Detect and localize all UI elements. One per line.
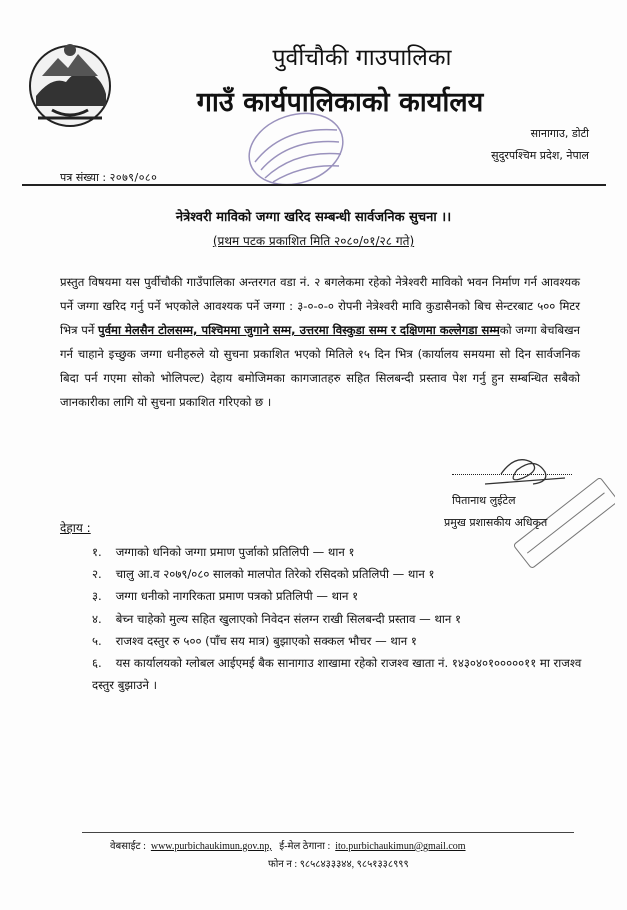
list-item-number: ५. [92, 633, 102, 648]
list-item-number: ६. [92, 656, 102, 671]
notice-subject: नेत्रेश्वरी माविको जग्गा खरिद सम्बन्धी सार्वजनिक सुचना ।। [175, 210, 452, 225]
email-label: ई-मेल ठेगाना : [279, 841, 331, 852]
requirements-list [92, 541, 592, 696]
office-name: पुर्वीचौकी गाउपालिका [272, 45, 452, 71]
phone-number: ९८५८४३३३४४, ९८५१३३८९९९ [299, 859, 409, 870]
phone-label: फोन न : [268, 859, 298, 870]
list-item-text: राजश्व दस्तुर रु ५०० (पाँच सय मात्र) बुझाएको सक्कल भौचर — थान १ [115, 633, 417, 648]
header-divider [22, 184, 606, 186]
notice-body [60, 270, 580, 414]
reference-value: २०७९/०८० [109, 171, 158, 184]
list-item-number: १. [92, 545, 102, 559]
nepal-emblem-icon [22, 36, 118, 132]
reference-number [60, 170, 157, 185]
requirements-heading: देहाय : [60, 521, 91, 535]
list-item-text: जग्गा धनीको नागरिकता प्रमाण पत्रको प्रतिलिपी — थान १ [115, 589, 359, 604]
notice-body-part2: को जग्गा बेचबिखन गर्न चाहाने इच्छुक जग्गा धनीहरुले यो सुचना प्रकाशित भएको मितिले १५ दिन भित्र (कार्यालय समयमा सो दिन सार्वजनिक बिदा पर्न गएमा सोको भोलिपल्ट) देहाय बमोजिमका कागजातहरु सहित सिलबन्दी प्रस्ताव पेश गर्नु हुन सम्बन्धित सबैको जानकारीका लागि यो सुचना प्रकाशित गरिएको छ । [60, 323, 580, 409]
signatory-title: प्रमुख प्रशासकीय अधिकृत [444, 516, 548, 529]
list-item-text: जग्गाको धनिको जग्गा प्रमाण पुर्जाको प्रतिलिपी — थान १ [115, 545, 355, 559]
footer-contact [110, 838, 466, 852]
signature-line [452, 474, 572, 475]
signatory-name: पितानाथ लुईटेल [452, 494, 516, 507]
footer-divider [82, 832, 574, 833]
list-item-number: २. [92, 567, 102, 582]
list-item [92, 563, 592, 585]
list-item-text: यस कार्यालयको ग्लोबल आईएमई बैक सानागाउ शाखामा रहेको राजश्व खाता नं. १४३०४०१०००००११ मा राजश्व दस्तुर बुझाउने । [92, 656, 582, 693]
website-link[interactable]: www.purbichaukimun.gov.np, [150, 841, 272, 852]
list-item-number: ४. [92, 611, 102, 626]
list-item-text: चालु आ.व २०७९/०८० सालको मालपोत तिरेको रसिदको प्रतिलिपी — थान १ [115, 567, 435, 582]
list-item [92, 585, 592, 607]
website-label: वेबसाईट : [110, 841, 146, 852]
notice-body-part1: प्रस्तुत विषयमा यस पुर्वीचौकी गाउँपालिका अन्तरगत वडा नं. २ बगलेकमा रहेको नेत्रेश्वरी माविको भवन निर्माण गर्न आवश्यक पर्ने जग्गा खरिद गर्नु पर्ने भएकोले आवश्यक पर्ने जग्गा : ३-०-०-० रोपनी नेत्रेश्वरी मावि कुडासैनको बिच सेन्टरबाट ५०० मिटर भित्र पर्ने [60, 275, 580, 337]
address-line-1: सानागाउ, डोटी [530, 127, 589, 140]
list-item [92, 630, 592, 652]
address-line-2: सुदुरपश्चिम प्रदेश, नेपाल [491, 149, 589, 162]
publication-date-text: (प्रथम पटक प्रकाशित मिति २०८०/०१/२८ गते) [212, 234, 415, 248]
list-item-number: ३. [92, 589, 102, 604]
list-item-text: बेच्न चाहेको मुल्य सहित खुलाएको निवेदन संलग्न राखी सिलबन्दी प्रस्ताव — थान १ [115, 611, 462, 626]
publication-date [0, 232, 627, 249]
office-title: गाउँ कार्यपालिकाको कार्यालय [196, 87, 484, 118]
notice-body-boundary: पुर्वमा मेलसैन टोलसम्म, पश्चिममा जुगाने सम्म, उत्तरमा विस्कुडा सम्म र दक्षिणमा कल्लेगडा सम्म [97, 323, 500, 337]
footer-phone [268, 856, 409, 870]
office-stamp-seal [243, 108, 349, 190]
list-item [92, 541, 592, 563]
reference-label: पत्र संख्या : [60, 171, 107, 184]
list-item [92, 608, 592, 630]
email-link[interactable]: ito.purbichaukimun@gmail.com [335, 841, 466, 852]
list-item [92, 652, 592, 696]
